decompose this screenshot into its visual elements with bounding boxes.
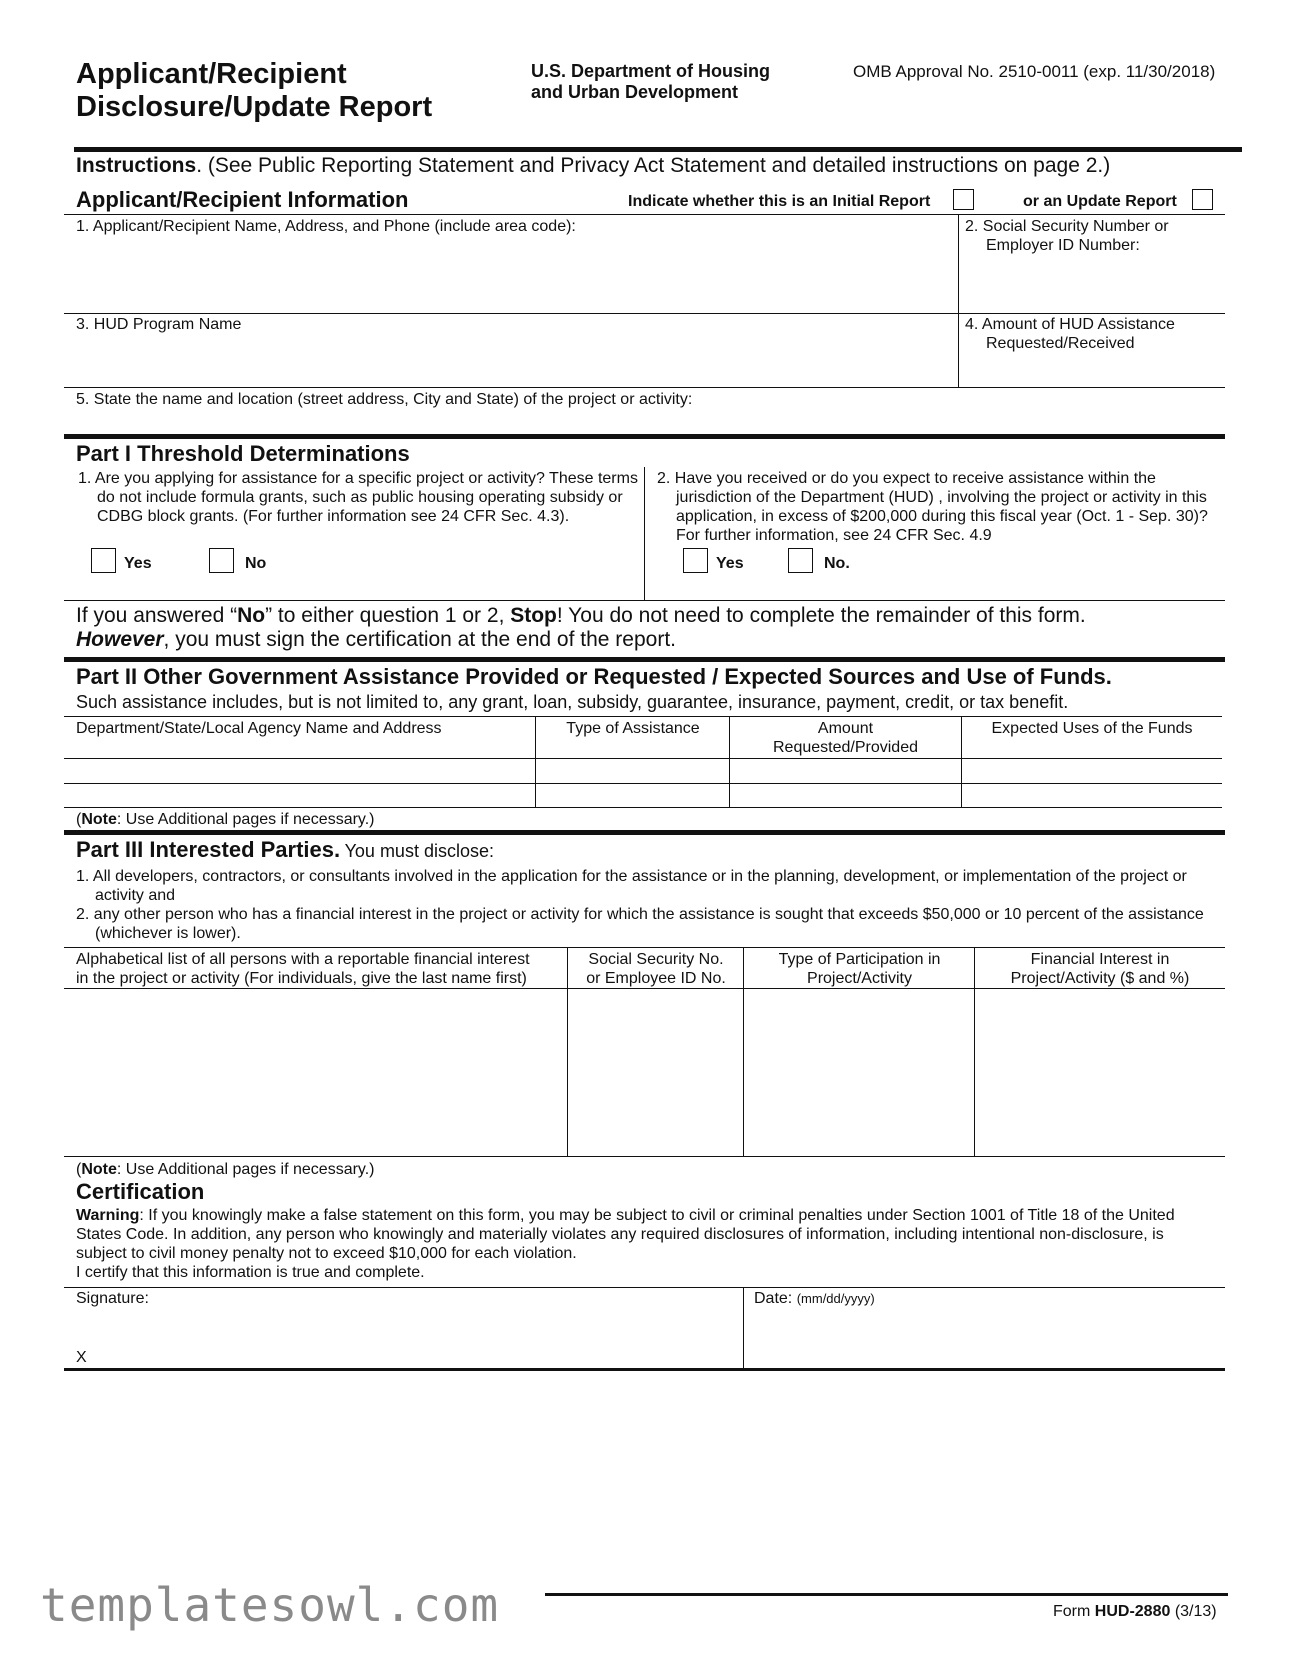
however-rest: , you must sign the certification at the end of the report. <box>163 628 676 651</box>
signature-top-rule <box>64 1287 1225 1288</box>
part2-col3-header <box>730 719 961 757</box>
part1-bottom-rule <box>64 600 1225 601</box>
however-word: However <box>76 628 164 651</box>
part2-col1-header: Department/State/Local Agency Name and Address <box>76 720 442 737</box>
project-location-input[interactable] <box>70 410 1220 432</box>
form-title-line2: Disclosure/Update Report <box>76 91 433 123</box>
part2-row1[interactable] <box>64 759 1222 782</box>
stop-text-a: If you answered “ <box>76 604 238 627</box>
part2-note: (Note: Use Additional pages if necessary.) <box>76 811 375 828</box>
part3-col1-line2: in the project or activity (For individuals, give the last name first) <box>76 970 527 987</box>
part3-col3-line1: Type of Participation in <box>778 951 941 968</box>
warning-text: : If you knowingly make a false statement on this form, you may be subject to civil or criminal penalties under Section 1001 of Title 18 of the United States Code. In addition, any person who knowingly and materially violates any required disclosures of information, including intentional non-disclosure, is subject to civil money penalty not to exceed $10,000 for each violation. <box>76 1207 1175 1262</box>
q2-no-checkbox[interactable] <box>788 548 813 573</box>
instructions-label: Instructions <box>76 154 197 177</box>
date-label: Date: <box>754 1290 793 1307</box>
initial-report-checkbox[interactable] <box>953 189 974 210</box>
part3-note-text: : Use Additional pages if necessary.) <box>116 1161 375 1178</box>
stop-notice <box>76 604 1226 652</box>
signature-field[interactable] <box>70 1310 730 1365</box>
part2-col3-line1: Amount <box>817 720 874 737</box>
part3-col2-header <box>568 950 744 988</box>
header-rule <box>74 147 1242 152</box>
applicant-heading: Applicant/Recipient Information <box>76 187 409 212</box>
part2-note-text: : Use Additional pages if necessary.) <box>116 811 375 828</box>
part1-divider <box>644 467 645 600</box>
field4-line2: Requested/Received <box>986 335 1135 352</box>
certification-warning <box>76 1206 1216 1263</box>
part3-col2-line1: Social Security No. <box>588 951 724 968</box>
field2-label <box>965 217 1169 255</box>
hud-amount-input[interactable] <box>962 354 1222 384</box>
q1-yes-label: Yes <box>124 555 152 572</box>
field2-line1: 2. Social Security Number or <box>965 218 1169 235</box>
update-report-checkbox[interactable] <box>1192 189 1213 210</box>
applicant-bottom-rule <box>64 387 1225 388</box>
part2-col3-line2: Requested/Provided <box>773 739 918 756</box>
field3-label: 3. HUD Program Name <box>76 316 242 333</box>
field2-line2: Employer ID Number: <box>986 237 1140 254</box>
form-number-bold: HUD-2880 <box>1094 1603 1171 1620</box>
form-title-line1: Applicant/Recipient <box>76 58 347 90</box>
form-title <box>76 58 432 124</box>
part3-col4-line2: Project/Activity ($ and %) <box>1010 970 1190 987</box>
part2-heading: Part II Other Government Assistance Provided or Requested / Expected Sources and Use of Funds. <box>76 664 1112 689</box>
date-label-row <box>754 1289 875 1308</box>
part2-rule <box>64 657 1225 662</box>
applicant-mid-rule <box>64 313 1225 314</box>
part3-col4-header <box>975 950 1225 988</box>
watermark: templatesowl.com <box>40 1578 500 1632</box>
part3-col3-header <box>744 950 975 988</box>
applicant-divider <box>958 214 959 387</box>
q2-yes-label: Yes <box>716 555 744 572</box>
part2-col2-header: Type of Assistance <box>566 720 700 737</box>
initial-report-label: Indicate whether this is an Initial Report <box>628 193 931 210</box>
field4-label <box>965 315 1175 353</box>
signature-bottom-rule <box>64 1368 1225 1371</box>
q2-yes-checkbox[interactable] <box>683 548 708 573</box>
part2-col4-header: Expected Uses of the Funds <box>991 720 1193 737</box>
part3-heading-row <box>76 837 494 863</box>
signature-label: Signature: <box>76 1290 149 1307</box>
part3-items <box>76 867 1216 943</box>
part1-heading: Part I Threshold Determinations <box>76 441 410 466</box>
stop-line1 <box>76 604 1226 628</box>
instructions-text: . (See Public Reporting Statement and Privacy Act Statement and detailed instructions on page 2.) <box>196 154 1111 177</box>
q1-no-checkbox[interactable] <box>209 548 234 573</box>
hud-program-input[interactable] <box>70 336 950 384</box>
stop-text-c: ! You do not need to complete the remainder of this form. <box>556 604 1086 627</box>
part3-item2: 2. any other person who has a financial interest in the project or activity for which the assistance is sought that exceeds $50,000 or 10 percent of the assistance (whichever is lower). <box>76 906 1204 942</box>
certify-statement: I certify that this information is true and complete. <box>76 1264 425 1281</box>
part3-heading-rest: You must disclose: <box>344 841 494 861</box>
part3-table-top <box>64 947 1225 948</box>
part3-col4-line1: Financial Interest in <box>1030 951 1170 968</box>
agency-line1: U.S. Department of Housing <box>531 61 771 81</box>
field5-label: 5. State the name and location (street address, City and State) of the project or activity: <box>76 391 693 408</box>
signature-x: X <box>76 1349 87 1366</box>
part3-col2-line2: or Employee ID No. <box>586 970 726 987</box>
omb-approval: OMB Approval No. 2510-0011 (exp. 11/30/2018) <box>853 62 1216 81</box>
part3-note-label: Note <box>81 1161 117 1178</box>
stop-line2 <box>76 628 1226 652</box>
part2-note-label: Note <box>81 811 117 828</box>
field1-label: 1. Applicant/Recipient Name, Address, and Phone (include area code): <box>76 218 576 235</box>
part3-item1-text: All developers, contractors, or consultants involved in the application for the assistance or in the planning, development, or implementation of the project or activity and <box>92 868 1187 904</box>
q1-no-label: No <box>245 555 267 572</box>
stop-text-b: ” to either question 1 or 2, <box>265 604 511 627</box>
part1-rule <box>64 434 1225 439</box>
date-field[interactable] <box>750 1310 1220 1365</box>
ssn-ein-input[interactable] <box>962 256 1222 311</box>
part3-col1-header <box>76 950 530 988</box>
part2-subtext: Such assistance includes, but is not limited to, any grant, loan, subsidy, guarantee, insurance, payment, credit, or tax benefit. <box>76 692 1069 712</box>
signature-divider <box>743 1287 744 1369</box>
part2-table-bottom <box>64 807 1222 808</box>
part1-question2: 2. Have you received or do you expect to receive assistance within the jurisdiction of the Department (HUD) , involving the project or activity in this application, in excess of $200,000 during this fiscal year (Oct. 1 - Sep. 30)? For further information, see 24 CFR Sec. 4.9 <box>657 470 1208 544</box>
part1-question1: 1. Are you applying for assistance for a specific project or activity? These terms do not include formula grants, such as public housing operating subsidy or CDBG block grants. (For further information see 24 CFR Sec. 4.3). <box>78 470 638 525</box>
form-label: Form <box>1053 1603 1095 1620</box>
field4-line1: 4. Amount of HUD Assistance <box>965 316 1175 333</box>
agency-name <box>531 61 770 103</box>
date-hint: (mm/dd/yyyy) <box>796 1291 875 1306</box>
update-report-label: or an Update Report <box>1023 193 1177 210</box>
part2-row2[interactable] <box>64 784 1222 806</box>
certification-heading: Certification <box>76 1179 205 1204</box>
agency-line2: and Urban Development <box>531 82 739 102</box>
applicant-name-input[interactable] <box>70 238 950 310</box>
q2-no-label: No. <box>824 555 850 572</box>
stop-word: Stop <box>510 604 557 627</box>
instructions <box>76 153 1110 178</box>
form-number <box>1053 1603 1217 1621</box>
warning-label: Warning <box>76 1207 140 1224</box>
q1-yes-checkbox[interactable] <box>91 548 116 573</box>
part3-rule <box>64 830 1225 835</box>
part3-heading: Part III Interested Parties. <box>76 837 341 862</box>
part3-item2-text: any other person who has a financial interest in the project or activity for which the assistance is sought that exceeds $50,000 or 10 percent of the assistance (whichever is lower). <box>93 906 1204 942</box>
part3-item1: 1. All developers, contractors, or consultants involved in the application for the assistance or in the planning, development, or implementation of the project or activity and <box>76 868 1187 904</box>
applicant-top-rule <box>64 214 1225 215</box>
part2-table-top <box>64 716 1222 717</box>
footer-rule <box>545 1593 1228 1596</box>
form-date: (3/13) <box>1170 1603 1217 1620</box>
part3-col1-line1: Alphabetical list of all persons with a reportable financial interest <box>76 951 530 968</box>
part3-col3-line2: Project/Activity <box>807 970 912 987</box>
part3-entry-area[interactable] <box>64 989 1225 1155</box>
part3-note: (Note: Use Additional pages if necessary.) <box>76 1161 375 1178</box>
part3-table-bottom <box>64 1156 1225 1157</box>
stop-no: No <box>237 604 266 627</box>
